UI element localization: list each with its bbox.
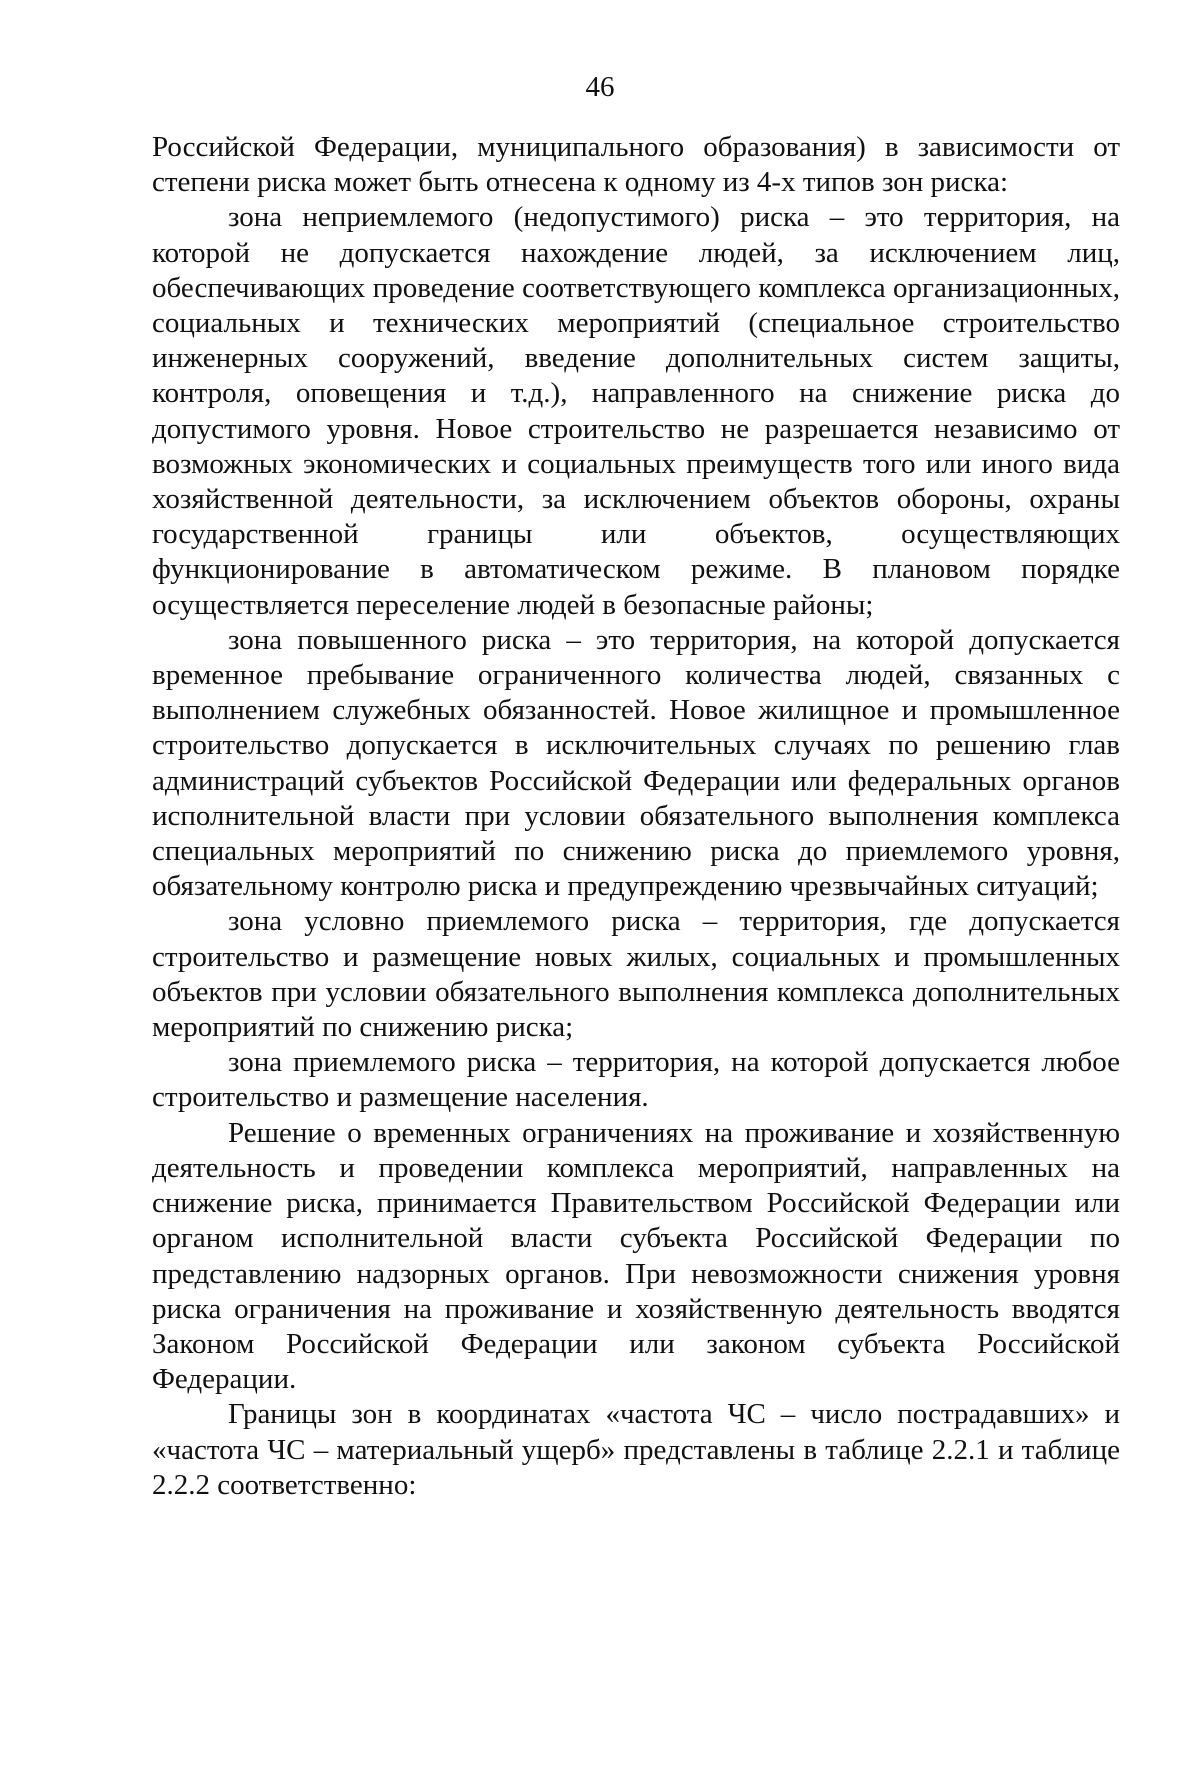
page-number: 46 (585, 71, 615, 103)
paragraph-unacceptable-risk-zone: зона неприемлемого (недопустимого) риска – это территория, на которой не допускается нахождение людей, за исключением лиц, обеспечивающих проведение соответствующего комплекса организационных, социальных и технических мероприятий (специальное строительство инженерных сооружений, введение дополнительных систем защиты, контроля, оповещения и т.д.), направленного на снижение риска до допустимого уровня. Новое строительство не разрешается независимо от возможных экономических и социальных преимуществ того или иного вида хозяйственной деятельности, за исключением объектов обороны, охраны государственной границы или объектов, осуществляющих функционирование в автоматическом режиме. В плановом порядке осуществляется переселение людей в безопасные районы; (152, 201, 1120, 621)
paragraph-continuation: Российской Федерации, муниципального образования) в зависимости от степени риска может быть отнесена к одному из 4-х типов зон риска: (152, 131, 1120, 199)
paragraph-increased-risk-zone: зона повышенного риска – это территория, на которой допускается временное пребывание ограниченного количества людей, связанных с выполнением служебных обязанностей. Новое жилищное и промышленное строительство допускается в исключительных случаях по решению глав администраций субъектов Российской Федерации или федеральных органов исполнительной власти при условии обязательного выполнения комплекса специальных мероприятий по снижению риска до приемлемого уровня, обязательному контролю риска и предупреждению чрезвычайных ситуаций; (152, 623, 1120, 903)
paragraph-conditionally-acceptable-risk-zone: зона условно приемлемого риска – территория, где допускается строительство и размещение новых жилых, социальных и промышленных объектов при условии обязательного выполнения комплекса дополнительных мероприятий по снижению риска; (152, 905, 1120, 1044)
paragraph-restrictions-decision: Решение о временных ограничениях на проживание и хозяйственную деятельность и проведении комплекса мероприятий, направленных на снижение риска, принимается Правительством Российской Федерации или органом исполнительной власти субъекта Российской Федерации по представлению надзорных органов. При невозможности снижения уровня риска ограничения на проживание и хозяйственную деятельность вводятся Законом Российской Федерации или законом субъекта Российской Федерации. (152, 1116, 1120, 1396)
paragraph-zone-boundaries: Границы зон в координатах «частота ЧС – число пострадавших» и «частота ЧС – материальный ущерб» представлены в таблице 2.2.1 и таблице 2.2.2 соответственно: (152, 1398, 1120, 1501)
paragraph-acceptable-risk-zone: зона приемлемого риска – территория, на которой допускается любое строительство и размещение населения. (152, 1046, 1120, 1114)
document-body (152, 130, 1120, 1503)
